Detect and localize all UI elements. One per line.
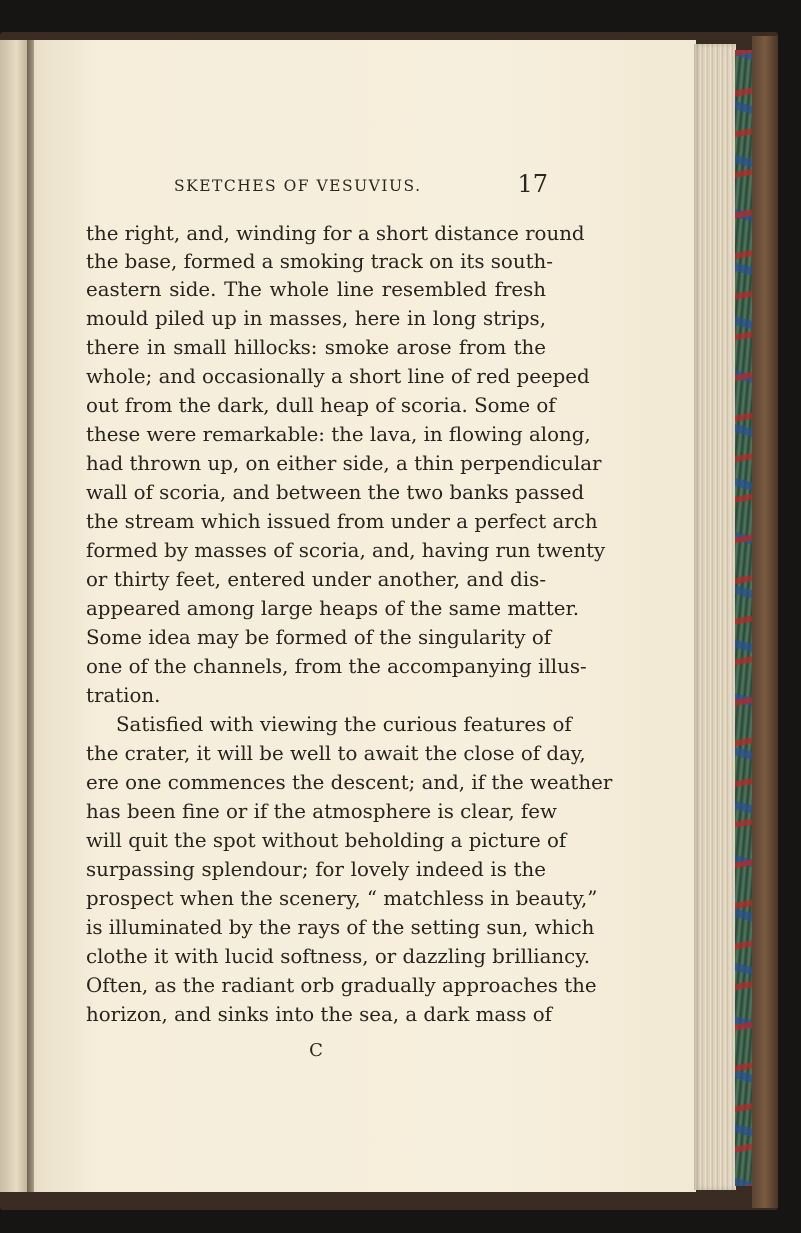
- text-line: appeared among large heaps of the same matter.: [86, 597, 580, 620]
- text-line: the crater, it will be well to await the close of day,: [86, 742, 586, 765]
- text-line: horizon, and sinks into the sea, a dark mass of: [86, 1003, 552, 1026]
- text-line: tration.: [86, 684, 161, 707]
- text-line: ere one commences the descent; and, if the weather: [86, 771, 613, 794]
- text-line: Satisfied with viewing the curious features of: [116, 713, 572, 736]
- text-line: has been fine or if the atmosphere is clear, few: [86, 800, 557, 823]
- text-line: there in small hillocks: smoke arose from the: [86, 336, 546, 359]
- facing-page-edge: [0, 40, 30, 1192]
- page-header: [174, 170, 548, 200]
- text-line: clothe it with lucid softness, or dazzling brilliancy.: [86, 945, 591, 968]
- text-line: is illuminated by the rays of the setting sun, which: [86, 916, 595, 939]
- text-line: the stream which issued from under a perfect arch: [86, 510, 598, 533]
- text-line: mould piled up in masses, here in long strips,: [86, 307, 546, 330]
- marbled-endpaper: [735, 50, 753, 1186]
- text-line: Often, as the radiant orb gradually approaches the: [86, 974, 597, 997]
- text-line: one of the channels, from the accompanying illus-: [86, 655, 587, 678]
- text-line: had thrown up, on either side, a thin perpendicular: [86, 452, 602, 475]
- text-line: formed by masses of scoria, and, having run twenty: [86, 539, 606, 562]
- text-line: out from the dark, dull heap of scoria. Some of: [86, 394, 556, 417]
- text-line: will quit the spot without beholding a picture of: [86, 829, 567, 852]
- signature-mark: C: [309, 1040, 323, 1061]
- text-line: prospect when the scenery, “ matchless in beauty,”: [86, 887, 598, 910]
- text-line: or thirty feet, entered under another, and dis-: [86, 568, 546, 591]
- text-line: Some idea may be formed of the singularity of: [86, 626, 552, 649]
- text-line: eastern side. The whole line resembled fresh: [86, 278, 546, 301]
- text-line: the base, formed a smoking track on its south-: [86, 250, 553, 273]
- page-block-edges: [694, 44, 736, 1190]
- text-line: whole; and occasionally a short line of red peeped: [86, 365, 590, 388]
- text-line: the right, and, winding for a short distance round: [86, 222, 585, 245]
- back-board: [752, 36, 778, 1208]
- running-head: SKETCHES OF VESUVIUS.: [174, 177, 422, 195]
- text-line: these were remarkable: the lava, in flowing along,: [86, 423, 591, 446]
- text-line: surpassing splendour; for lovely indeed is the: [86, 858, 546, 881]
- page-number: 17: [517, 170, 548, 198]
- text-line: wall of scoria, and between the two banks passed: [86, 481, 585, 504]
